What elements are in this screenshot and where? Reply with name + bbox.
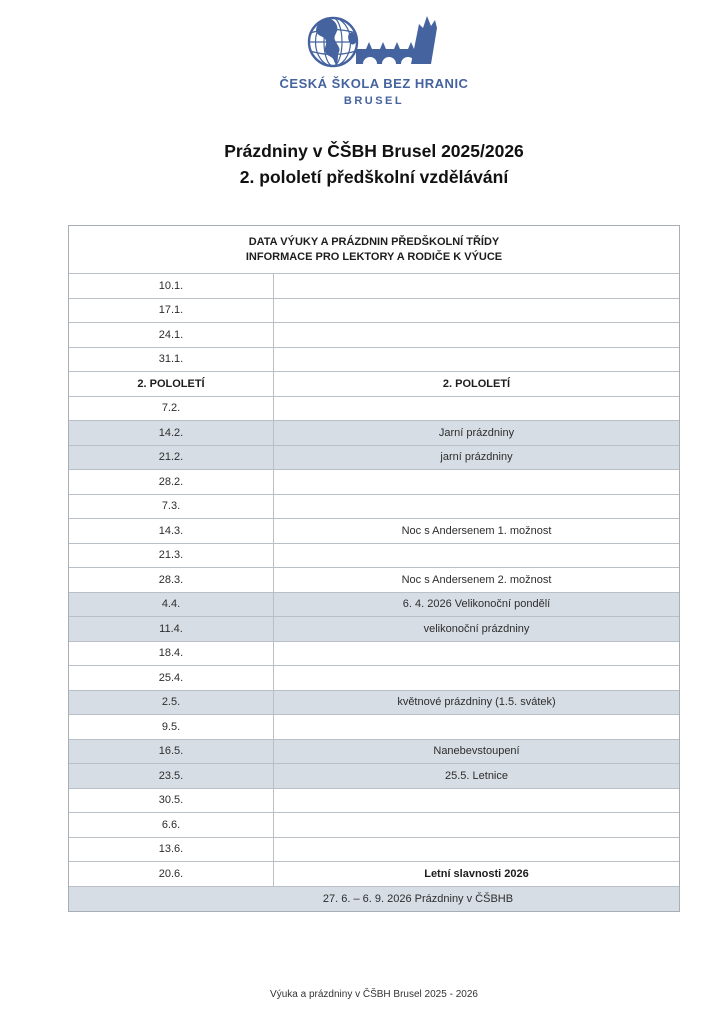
event-cell bbox=[274, 715, 679, 739]
event-cell: Nanebevstoupení bbox=[433, 745, 520, 758]
date-cell: 25.4. bbox=[69, 666, 274, 690]
event-cell bbox=[274, 544, 679, 568]
event-cell bbox=[274, 495, 679, 519]
event-cell: 2. POLOLETÍ bbox=[442, 377, 511, 390]
date-cell: 14.2. bbox=[69, 421, 274, 445]
date-cell: 17.1. bbox=[69, 299, 274, 323]
table-row bbox=[69, 470, 679, 495]
event-cell: Letní slavnosti 2026 bbox=[424, 867, 529, 880]
date-cell: 4.4. bbox=[69, 593, 274, 617]
table-header-line-1: DATA VÝUKY A PRÁZDNIN PŘEDŠKOLNÍ TŘÍDY bbox=[248, 235, 500, 248]
table-row bbox=[69, 715, 679, 740]
table-row bbox=[69, 372, 679, 397]
table-row bbox=[69, 764, 679, 789]
date-cell: 10.1. bbox=[69, 274, 274, 298]
event-cell: jarní prázdniny bbox=[440, 451, 513, 464]
date-cell: 6.6. bbox=[69, 813, 274, 837]
school-logo bbox=[68, 12, 680, 107]
page-footer bbox=[68, 989, 680, 1000]
event-cell bbox=[274, 666, 679, 690]
date-cell: 11.4. bbox=[69, 617, 274, 641]
summary-row bbox=[69, 887, 679, 912]
table-row bbox=[69, 789, 679, 814]
date-cell: 23.5. bbox=[69, 764, 274, 788]
schedule-table bbox=[68, 225, 680, 912]
event-cell: velikonoční prázdniny bbox=[423, 622, 530, 635]
table-row bbox=[69, 617, 679, 642]
summary-text: 27. 6. – 6. 9. 2026 Prázdniny v ČŠBHB bbox=[322, 892, 514, 905]
table-row bbox=[69, 274, 679, 299]
table-header-line-2: INFORMACE PRO LEKTORY A RODIČE K VÝUCE bbox=[245, 250, 503, 263]
table-row bbox=[69, 838, 679, 863]
event-cell: Jarní prázdniny bbox=[438, 426, 515, 439]
date-cell: 31.1. bbox=[69, 348, 274, 372]
table-row bbox=[69, 299, 679, 324]
table-row bbox=[69, 568, 679, 593]
table-row bbox=[69, 593, 679, 618]
event-cell bbox=[274, 470, 679, 494]
date-cell: 7.2. bbox=[69, 397, 274, 421]
footer-text: Výuka a prázdniny v ČŠBH Brusel 2025 - 2026 bbox=[270, 989, 478, 1000]
table-row bbox=[69, 544, 679, 569]
table-header bbox=[69, 226, 679, 274]
event-cell: Noc s Andersenem 2. možnost bbox=[401, 573, 552, 586]
date-cell: 28.2. bbox=[69, 470, 274, 494]
event-cell bbox=[274, 397, 679, 421]
table-row bbox=[69, 397, 679, 422]
event-cell bbox=[274, 348, 679, 372]
date-cell: 24.1. bbox=[69, 323, 274, 347]
title-line-1: Prázdniny v ČŠBH Brusel 2025/2026 bbox=[224, 141, 524, 161]
event-cell: květnové prázdniny (1.5. svátek) bbox=[397, 696, 556, 709]
event-cell bbox=[274, 642, 679, 666]
logo-school-name: ČESKÁ ŠKOLA BEZ HRANIC bbox=[279, 76, 469, 91]
table-row bbox=[69, 519, 679, 544]
logo-city-name: BRUSEL bbox=[343, 95, 405, 107]
event-cell bbox=[274, 299, 679, 323]
table-row bbox=[69, 691, 679, 716]
date-cell: 7.3. bbox=[69, 495, 274, 519]
date-cell: 14.3. bbox=[69, 519, 274, 543]
title-line-2: 2. pololetí předškolní vzdělávání bbox=[239, 167, 509, 187]
event-cell: 6. 4. 2026 Velikonoční pondělí bbox=[402, 598, 551, 611]
document-title bbox=[68, 138, 680, 190]
table-row bbox=[69, 740, 679, 765]
date-cell: 21.2. bbox=[69, 446, 274, 470]
table-row bbox=[69, 642, 679, 667]
table-row bbox=[69, 862, 679, 887]
date-cell: 2. POLOLETÍ bbox=[69, 372, 274, 396]
date-cell: 30.5. bbox=[69, 789, 274, 813]
event-cell: Noc s Andersenem 1. možnost bbox=[401, 524, 552, 537]
date-cell: 28.3. bbox=[69, 568, 274, 592]
event-cell: 25.5. Letnice bbox=[445, 769, 508, 782]
event-cell bbox=[274, 813, 679, 837]
event-cell bbox=[274, 789, 679, 813]
table-row bbox=[69, 446, 679, 471]
table-row bbox=[69, 666, 679, 691]
date-cell: 16.5. bbox=[69, 740, 274, 764]
table-row bbox=[69, 813, 679, 838]
table-row bbox=[69, 421, 679, 446]
date-cell: 2.5. bbox=[69, 691, 274, 715]
event-cell bbox=[274, 274, 679, 298]
table-row bbox=[69, 348, 679, 373]
globe-bridge-logo-icon bbox=[299, 12, 449, 74]
date-cell: 20.6. bbox=[69, 862, 274, 886]
table-row bbox=[69, 495, 679, 520]
date-cell: 18.4. bbox=[69, 642, 274, 666]
event-cell bbox=[274, 323, 679, 347]
table-row bbox=[69, 323, 679, 348]
date-cell: 13.6. bbox=[69, 838, 274, 862]
date-cell: 21.3. bbox=[69, 544, 274, 568]
event-cell bbox=[274, 838, 679, 862]
table-body bbox=[69, 274, 679, 887]
date-cell: 9.5. bbox=[69, 715, 274, 739]
